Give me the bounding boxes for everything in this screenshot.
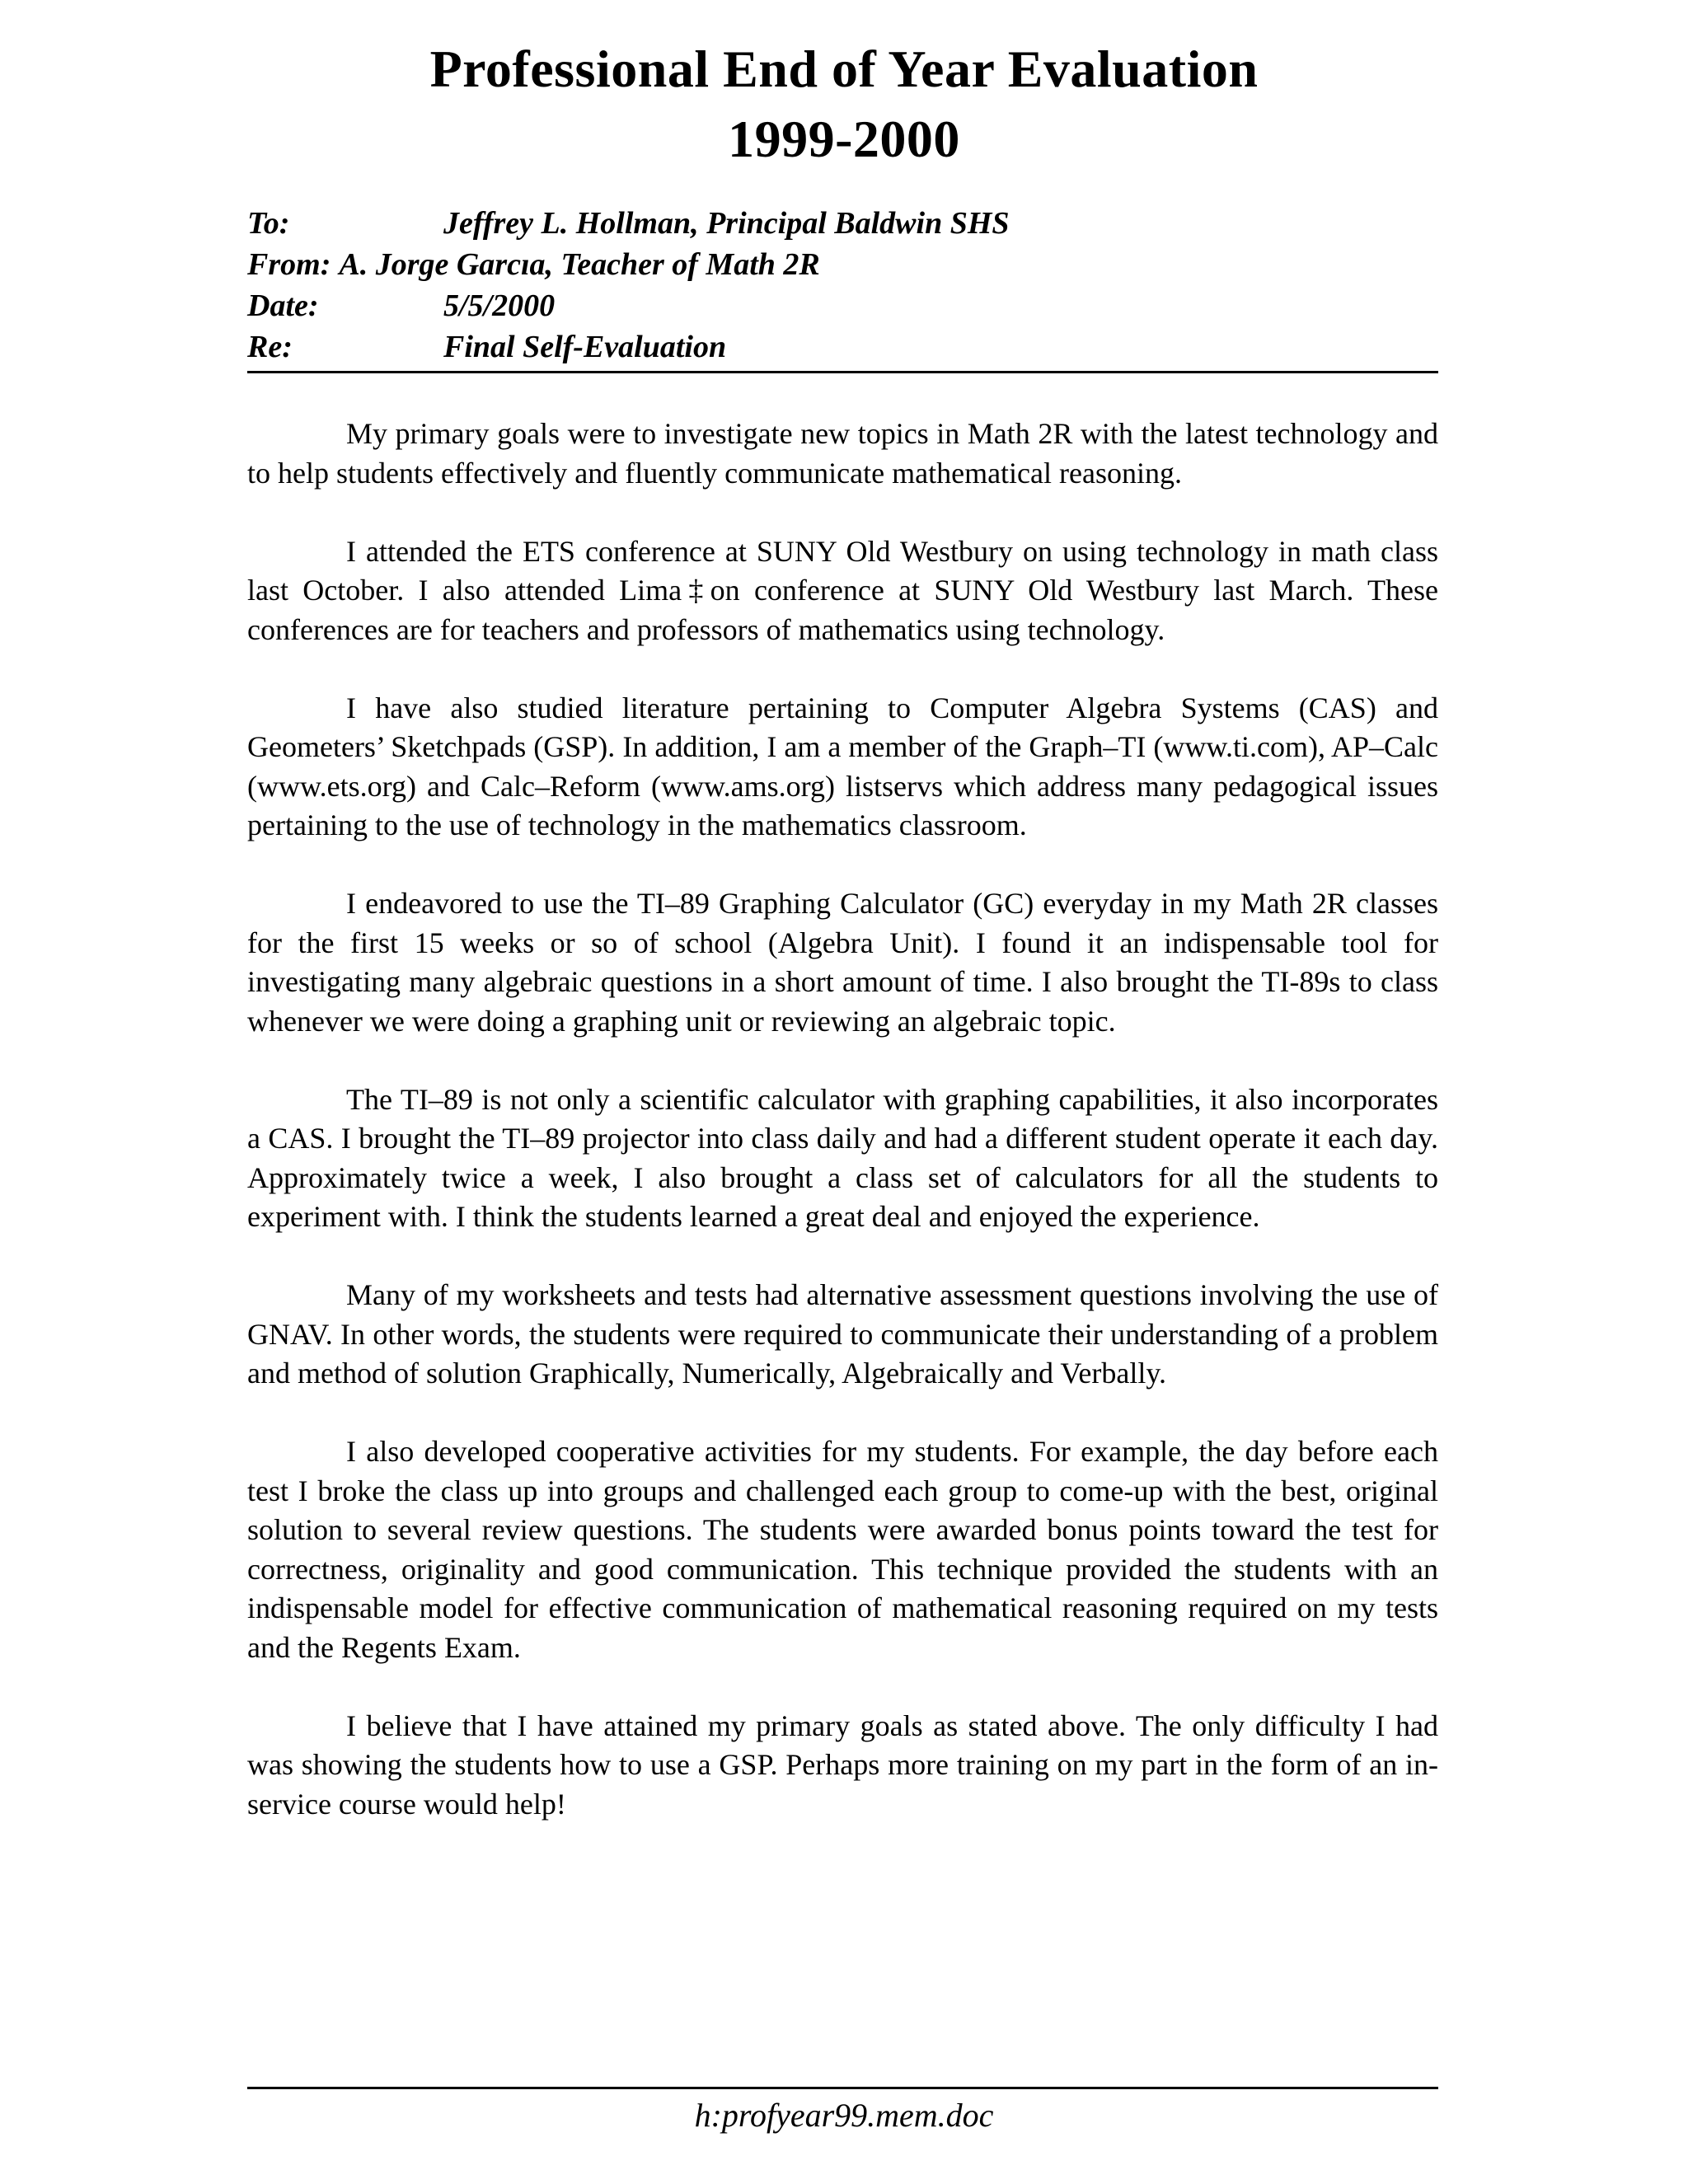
paragraph-literature: I have also studied literature pertaining to Computer Algebra Systems (CAS) and Geometers’ Sketchpads (GSP). In addition, I am a member of the Graph–TI (www.ti.com), AP–Calc (www.ets.org) and Calc–Reform (www.ams.org) listservs which address many pedagogical issues pertaining to the use of technology in the mathematics classroom. (247, 691, 1438, 841)
memo-date-row (247, 285, 1438, 326)
paragraph-cooperative: I also developed cooperative activities for my students. For example, the day before each test I broke the class up into groups and challenged each group to come-up with the best, original solution to several review questions. The students were awarded bonus points toward the test for correctness, originality and good communication. This technique provided the students with an indispensable model for effective communication of mathematical reasoning required on my tests and the Regents Exam. (247, 1435, 1438, 1664)
paragraph-conferences: I attended the ETS conference at SUNY Old Westbury on using technology in math class last October. I also attended Lima‡on conference at SUNY Old Westbury last March. These conferences are for teachers and professors of mathematics using technology. (247, 534, 1438, 646)
document-year: 1999-2000 (728, 110, 960, 168)
header-divider (247, 371, 1438, 373)
document-title: Professional End of Year Evaluation (429, 40, 1259, 98)
footer-divider (247, 2087, 1438, 2089)
memo-re-row (247, 326, 1438, 368)
memo-to-value: Jeffrey L. Hollman, Principal Baldwin SHS (443, 206, 1010, 241)
memo-from-label: From: (247, 247, 331, 282)
paragraph-goals: My primary goals were to investigate new topics in Math 2R with the latest technology and to help students effectively and fluently communicate mathematical reasoning. (247, 417, 1438, 490)
memo-re-label: Re: (247, 330, 293, 364)
paragraph-ti89-cas: The TI–89 is not only a scientific calculator with graphing capabilities, it also incorporates a CAS. I brought the TI–89 projector into class daily and had a different student operate it each day. Approximately twice a week, I also brought a class set of calculators for all the students to experiment with. I think the students learned a great deal and enjoyed the experience. (247, 1082, 1438, 1233)
memo-re-value: Final Self-Evaluation (443, 330, 727, 364)
memo-from-value: A. Jorge Garcıa, Teacher of Math 2R (339, 247, 820, 282)
paragraph-conclusion: I believe that I have attained my primary goals as stated above. The only difficulty I had was showing the students how to use a GSP. Perhaps more training on my part in the form of an in-service course would help! (247, 1708, 1438, 1821)
memo-date-value: 5/5/2000 (443, 288, 556, 323)
paragraph-assessment: Many of my worksheets and tests had alternative assessment questions involving the use of GNAV. In other words, the students were required to communicate their understanding of a problem and method of solution Graphically, Numerically, Algebraically and Verbally. (247, 1278, 1438, 1390)
memo-date-label: Date: (247, 288, 319, 323)
memo-body (247, 415, 1438, 1863)
memo-from-row (247, 244, 1438, 285)
footer-filename: h:profyear99.mem.doc (694, 2097, 994, 2134)
memo-to-label: To: (247, 206, 290, 241)
memo-to-row (247, 203, 1438, 244)
memo-header (247, 203, 1438, 368)
paragraph-graphing-calculator: I endeavored to use the TI–89 Graphing Calculator (GC) everyday in my Math 2R classes for the first 15 weeks or so of school (Algebra Unit). I found it an indispensable tool for investigating many algebraic questions in a short amount of time. I also brought the TI-89s to class whenever we were doing a graphing unit or reviewing an algebraic topic. (247, 887, 1438, 1038)
